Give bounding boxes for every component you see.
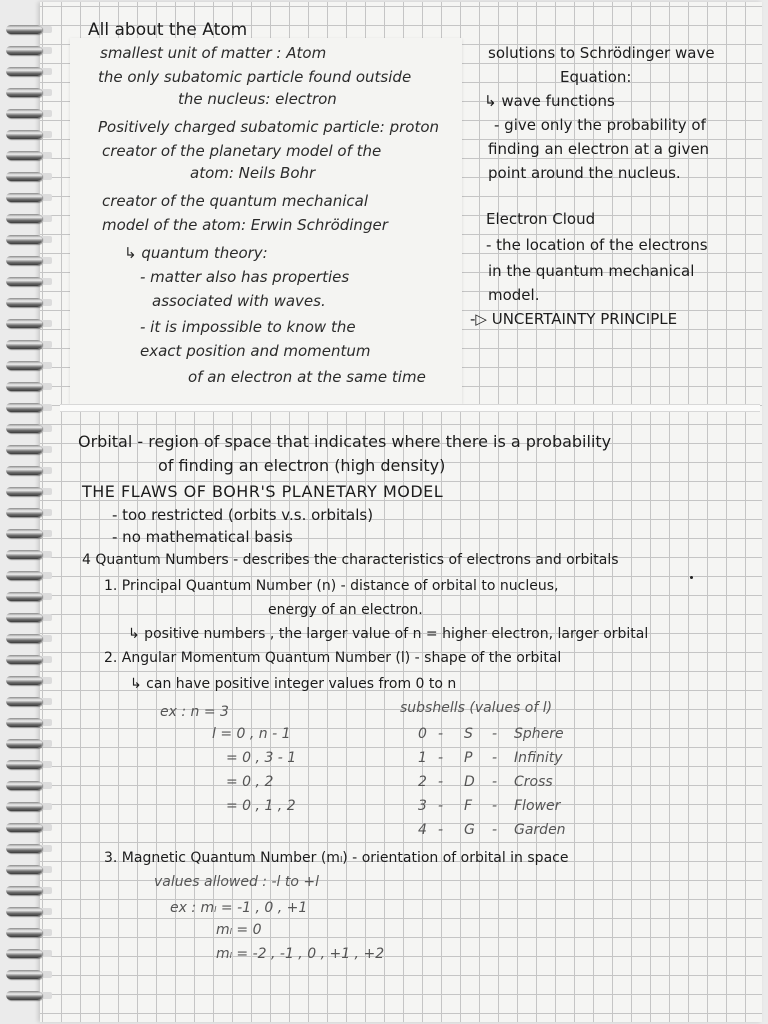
spiral-ring <box>6 694 58 710</box>
subshell-number: 4 <box>418 822 427 838</box>
spiral-ring <box>6 946 58 962</box>
page-divider <box>60 404 760 412</box>
sticky-line: of an electron at the same time <box>188 368 426 386</box>
table-dash: - <box>492 798 498 814</box>
sticky-line: ↳ quantum theory: <box>124 244 268 262</box>
spiral-ring <box>6 610 58 626</box>
sticky-line: creator of the quantum mechanical <box>102 192 369 210</box>
spiral-ring <box>6 904 58 920</box>
spiral-binding <box>6 22 62 1022</box>
spiral-ring <box>6 652 58 668</box>
magnetic-qn-values: values allowed : -l to +l <box>154 874 319 890</box>
spiral-ring <box>6 421 58 437</box>
spiral-ring <box>6 631 58 647</box>
example-line: = 0 , 2 <box>226 774 274 790</box>
right-note-line: Electron Cloud <box>486 210 596 228</box>
spiral-ring <box>6 484 58 500</box>
example-line: l = 0 , n - 1 <box>212 726 291 742</box>
right-note-line: Equation: <box>560 68 632 86</box>
right-note-line: ↳ wave functions <box>484 92 615 110</box>
orbital-definition-cont: of finding an electron (high density) <box>158 456 446 475</box>
right-note-line: - give only the probability of <box>494 116 706 134</box>
subshell-shape: Sphere <box>514 726 564 742</box>
spiral-ring <box>6 85 58 101</box>
spiral-ring <box>6 505 58 521</box>
table-dash: - <box>492 822 498 838</box>
table-dash: - <box>438 774 444 790</box>
spiral-ring <box>6 316 58 332</box>
table-dash: - <box>438 726 444 742</box>
quantum-numbers-heading: 4 Quantum Numbers - describes the characteristics of electrons and orbitals <box>82 552 619 568</box>
spiral-ring <box>6 106 58 122</box>
right-note-line: point around the nucleus. <box>488 164 681 182</box>
table-dash: - <box>438 822 444 838</box>
sticky-line: atom: Neils Bohr <box>190 164 316 182</box>
magnetic-qn: 3. Magnetic Quantum Number (mₗ) - orientation of orbital in space <box>104 850 569 866</box>
magnetic-example: ex : mₗ = -1 , 0 , +1 <box>170 900 308 916</box>
magnetic-example: mₗ = -2 , -1 , 0 , +1 , +2 <box>216 946 385 962</box>
spiral-ring <box>6 295 58 311</box>
right-note-line: solutions to Schrödinger wave <box>488 44 715 62</box>
magnetic-example: mₗ = 0 <box>216 922 262 938</box>
angular-qn-note: ↳ can have positive integer values from 0 to n <box>130 676 457 692</box>
spiral-ring <box>6 379 58 395</box>
spiral-ring <box>6 988 58 1004</box>
spiral-ring <box>6 799 58 815</box>
spiral-ring <box>6 925 58 941</box>
subshell-shape: Flower <box>514 798 561 814</box>
subshell-shape: Infinity <box>514 750 563 766</box>
right-note-line: -▷ UNCERTAINTY PRINCIPLE <box>470 310 678 328</box>
spiral-ring <box>6 526 58 542</box>
right-note-line: - the location of the electrons <box>486 236 708 254</box>
subshell-number: 0 <box>418 726 427 742</box>
sticky-line: associated with waves. <box>152 292 326 310</box>
sticky-line: exact position and momentum <box>140 342 371 360</box>
spiral-ring <box>6 127 58 143</box>
table-dash: - <box>492 774 498 790</box>
sticky-line: model of the atom: Erwin Schrödinger <box>102 216 388 234</box>
principal-qn-note: ↳ positive numbers , the larger value of n = higher electron, larger orbital <box>128 626 649 642</box>
table-dash: - <box>492 750 498 766</box>
table-dash: - <box>438 750 444 766</box>
spiral-ring <box>6 568 58 584</box>
flaws-heading: THE FLAWS OF BOHR'S PLANETARY MODEL <box>82 482 444 501</box>
subshell-letter: G <box>464 822 475 838</box>
example-line: = 0 , 1 , 2 <box>226 798 296 814</box>
flaw-item: - too restricted (orbits v.s. orbitals) <box>112 506 374 524</box>
subshell-number: 3 <box>418 798 427 814</box>
spiral-ring <box>6 169 58 185</box>
spiral-ring <box>6 778 58 794</box>
spiral-ring <box>6 64 58 80</box>
example-line: ex : n = 3 <box>160 704 229 720</box>
sticky-line: creator of the planetary model of the <box>102 142 382 160</box>
principal-qn-cont: energy of an electron. <box>268 602 423 618</box>
subshells-heading: subshells (values of l) <box>400 700 553 716</box>
spiral-ring <box>6 589 58 605</box>
spiral-ring <box>6 862 58 878</box>
subshell-letter: S <box>464 726 473 742</box>
spiral-ring <box>6 463 58 479</box>
spiral-ring <box>6 841 58 857</box>
spiral-ring <box>6 148 58 164</box>
subshell-shape: Garden <box>514 822 566 838</box>
sticky-line: the only subatomic particle found outside <box>98 68 412 86</box>
orbital-definition: Orbital - region of space that indicates where there is a probability <box>78 432 612 451</box>
subshell-letter: F <box>464 798 473 814</box>
subshell-letter: D <box>464 774 475 790</box>
spiral-ring <box>6 400 58 416</box>
spiral-ring <box>6 253 58 269</box>
sticky-line: Positively charged subatomic particle: proton <box>98 118 440 136</box>
sticky-line: - matter also has properties <box>140 268 350 286</box>
spiral-ring <box>6 547 58 563</box>
spiral-ring <box>6 820 58 836</box>
table-dash: - <box>438 798 444 814</box>
spiral-ring <box>6 337 58 353</box>
spiral-ring <box>6 967 58 983</box>
subshell-shape: Cross <box>514 774 553 790</box>
spiral-ring <box>6 22 58 38</box>
right-note-line: finding an electron at a given <box>488 140 710 158</box>
principal-qn: 1. Principal Quantum Number (n) - distance of orbital to nucleus, <box>104 578 559 594</box>
spiral-ring <box>6 43 58 59</box>
spiral-ring <box>6 274 58 290</box>
spiral-ring <box>6 232 58 248</box>
subshell-letter: P <box>464 750 473 766</box>
subshell-number: 1 <box>418 750 427 766</box>
sticky-line: smallest unit of matter : Atom <box>100 44 327 62</box>
spiral-ring <box>6 190 58 206</box>
spiral-ring <box>6 736 58 752</box>
subshell-number: 2 <box>418 774 427 790</box>
sticky-line: the nucleus: electron <box>178 90 337 108</box>
spiral-ring <box>6 757 58 773</box>
spiral-ring <box>6 883 58 899</box>
spiral-ring <box>6 211 58 227</box>
table-dash: - <box>492 726 498 742</box>
right-note-line: in the quantum mechanical <box>488 262 695 280</box>
spiral-ring <box>6 673 58 689</box>
sticky-line: - it is impossible to know the <box>140 318 356 336</box>
sticky-title: All about the Atom <box>88 20 248 40</box>
right-note-line: model. <box>488 286 540 304</box>
angular-qn: 2. Angular Momentum Quantum Number (l) - shape of the orbital <box>104 650 562 666</box>
spiral-ring <box>6 715 58 731</box>
example-line: = 0 , 3 - 1 <box>226 750 297 766</box>
flaw-item: - no mathematical basis <box>112 528 293 546</box>
spiral-ring <box>6 358 58 374</box>
spiral-ring <box>6 442 58 458</box>
pen-mark <box>690 576 693 579</box>
